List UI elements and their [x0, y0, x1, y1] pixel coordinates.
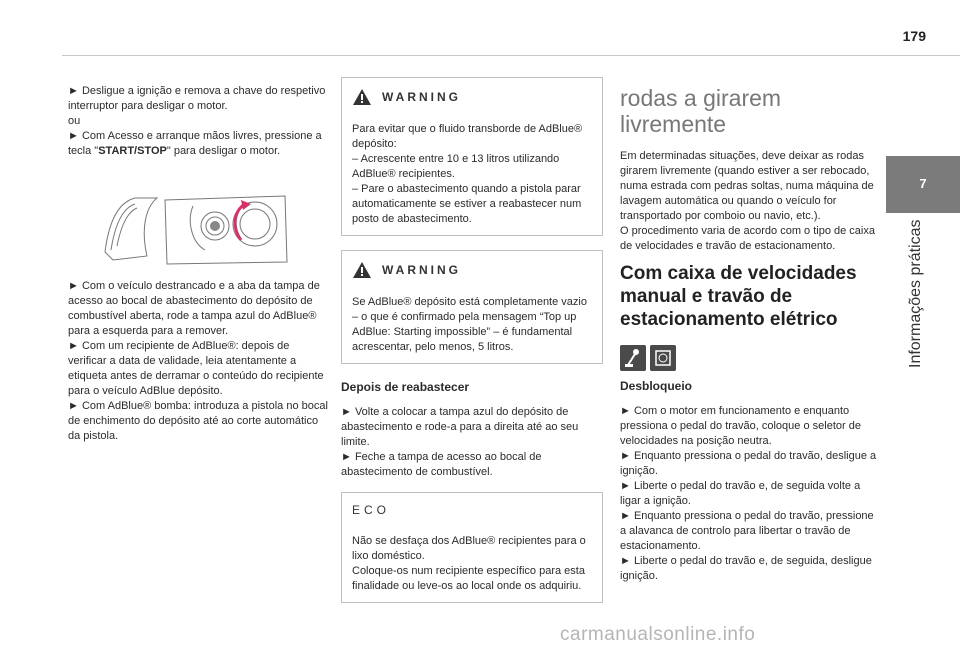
eco-header: [352, 503, 592, 518]
warning-label: WARNING: [382, 262, 461, 277]
warning-header: [352, 261, 592, 279]
bullet: ► Enquanto pressiona o pedal do travão, pressione a alavanca de controlo para libertar o travão de estacionamento.: [620, 510, 874, 552]
paragraph: ou: [68, 115, 81, 127]
paragraph: ► Com o veículo destrancado e a aba da tampa de acesso ao bocal de abastecimento do depósito de combustível aberta, rode a tampa azul do AdBlue® para a esquerda para a remover.: [68, 280, 320, 337]
paragraph: ► Com um recipiente de AdBlue®: depois de verificar a data de validade, leia atentamente a etiqueta antes de derramar o conteúdo do recipiente para o veículo AdBlue depósito.: [68, 340, 324, 397]
bullet: ► Enquanto pressiona o pedal do travão, desligue a ignição.: [620, 450, 877, 477]
subsection-title: Com caixa de velocidades manual e travão de estacionamento elétrico: [620, 263, 857, 330]
key-label: START/STOP: [98, 145, 167, 157]
section-heading: Desbloqueio: [620, 379, 693, 393]
paragraph: ► Volte a colocar a tampa azul do depósito de abastecimento e rode-a para a direita até ao seu limite.: [341, 406, 579, 448]
chapter-title: Informações práticas: [907, 219, 924, 368]
fuel-flap-illustration: [95, 190, 295, 266]
paragraph: ► Com AdBlue® bomba: introduza a pistola no bocal de enchimento do depósito até ao corte automático da pistola.: [68, 400, 328, 442]
column-2: [341, 77, 603, 617]
column-1: [68, 84, 330, 159]
section-heading: Depois de reabastecer: [341, 380, 470, 394]
eco-label: ECO: [352, 503, 391, 517]
header-rule: [62, 55, 960, 56]
warning-box: [341, 77, 603, 236]
eco-text: Não se desfaça dos AdBlue® recipientes para o lixo doméstico. Coloque-os num recipiente específico para esta finalidade ou leve-os ao local onde os adquiriu.: [352, 535, 586, 592]
watermark: carmanualsonline.info: [560, 624, 756, 645]
bullet: ► Com o motor em funcionamento e enquanto pressiona o pedal do travão, coloque o seletor de velocidades na posição neutra.: [620, 405, 861, 447]
paragraph: ► Feche a tampa de acesso ao bocal de abastecimento de combustível.: [341, 451, 542, 478]
paragraph: ► Desligue a ignição e remova a chave do respetivo interruptor para desligar o motor.: [68, 85, 326, 112]
warning-text: Se AdBlue® depósito está completamente vazio – o que é confirmado pela mensagem “Top up AdBlue: Starting impossible” – é fundamental acrescentar, pelo menos, 5 litros.: [352, 296, 587, 353]
text: " para desligar o motor.: [166, 145, 281, 157]
parking-brake-icon: [650, 345, 676, 371]
warning-box: [341, 250, 603, 364]
text: ► Com Acesso e arranque mãos livres, pressione a tecla ": [68, 130, 322, 157]
column-3: [620, 77, 882, 584]
paragraph: O procedimento varia de acordo com o tipo de caixa de velocidades e travão de estacionamento.: [620, 225, 875, 252]
bullet: ► Liberte o pedal do travão e, de seguida, desligue ignição.: [620, 555, 872, 582]
warning-text: Para evitar que o fluido transborde de AdBlue® depósito: – Acrescente entre 10 e 13 litros utilizando AdBlue® recipientes. – Pare o abastecimento quando a pistola parar automaticamente se estiver a reabastecer num posto de abastecimento.: [352, 123, 583, 225]
chapter-title-vertical: [907, 218, 927, 368]
eco-box: [341, 492, 603, 603]
gear-lever-icon: [620, 345, 646, 371]
warning-label: WARNING: [382, 89, 461, 104]
paragraph: [68, 129, 330, 159]
warning-triangle-icon: [352, 88, 372, 106]
section-title: rodas a girarem livremente: [620, 85, 782, 137]
paragraph: Em determinadas situações, deve deixar as rodas girarem livremente (quando estiver a ser rebocado, numa estrada com pedras soltas, numa máquina de lavagem automática ou quando o veículo for transportado por comboio ou navio, etc.).: [620, 150, 874, 222]
column-1-lower: [68, 279, 330, 444]
bullet: ► Liberte o pedal do travão e, de seguida volte a ligar a ignição.: [620, 480, 861, 507]
chapter-number: 7: [919, 176, 927, 191]
page-number: 179: [902, 28, 926, 44]
warning-triangle-icon: [352, 261, 372, 279]
warning-header: [352, 88, 592, 106]
chapter-tab: [886, 156, 960, 213]
icon-row: [620, 345, 882, 371]
